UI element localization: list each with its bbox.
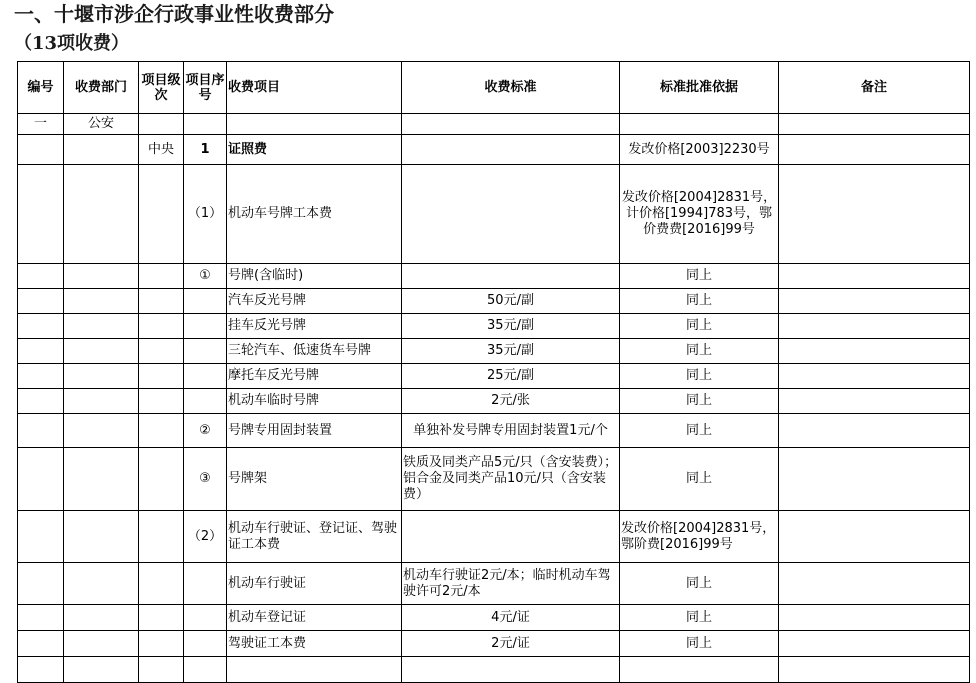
cell-basis: 发改价格[2003]2230号 [620, 135, 779, 165]
cell-standard: 单独补发号牌专用固封装置1元/个 [402, 414, 620, 448]
cell-level [139, 314, 184, 339]
cell-note [779, 114, 970, 135]
cell-id [18, 339, 64, 364]
cell-item [227, 657, 402, 683]
header-seq: 项目序号 [184, 62, 227, 114]
cell-level [139, 631, 184, 657]
cell-item: 驾驶证工本费 [227, 631, 402, 657]
header-level: 项目级次 [139, 62, 184, 114]
cell-id [18, 389, 64, 414]
cell-dept [64, 135, 139, 165]
cell-note [779, 563, 970, 605]
cell-standard [402, 657, 620, 683]
document-title: 一、十堰市涉企行政事业性收费部分 [14, 2, 334, 26]
cell-dept [64, 511, 139, 563]
table-row [18, 414, 970, 448]
cell-note [779, 135, 970, 165]
cell-note [779, 605, 970, 631]
cell-standard: 50元/副 [402, 289, 620, 314]
header-item: 收费项目 [227, 62, 402, 114]
cell-note [779, 165, 970, 264]
cell-id: 一 [18, 114, 64, 135]
cell-note [779, 364, 970, 389]
cell-dept [64, 389, 139, 414]
cell-dept [64, 314, 139, 339]
cell-level [139, 264, 184, 289]
cell-seq: ② [184, 414, 227, 448]
cell-seq [184, 563, 227, 605]
cell-item: 机动车行驶证 [227, 563, 402, 605]
cell-id [18, 135, 64, 165]
cell-basis: 同上 [620, 364, 779, 389]
cell-id [18, 314, 64, 339]
cell-id [18, 289, 64, 314]
table-row [18, 605, 970, 631]
cell-seq [184, 314, 227, 339]
cell-dept [64, 605, 139, 631]
cell-dept [64, 165, 139, 264]
cell-dept [64, 289, 139, 314]
table-row [18, 657, 970, 683]
cell-basis: 同上 [620, 339, 779, 364]
cell-seq [184, 389, 227, 414]
header-id: 编号 [18, 62, 64, 114]
cell-seq: 1 [184, 135, 227, 165]
cell-standard: 35元/副 [402, 339, 620, 364]
cell-id [18, 605, 64, 631]
table-row [18, 389, 970, 414]
table-row [18, 314, 970, 339]
cell-level: 中央 [139, 135, 184, 165]
table-row [18, 511, 970, 563]
cell-dept [64, 631, 139, 657]
cell-item: 号牌专用固封装置 [227, 414, 402, 448]
cell-dept [64, 414, 139, 448]
cell-note [779, 314, 970, 339]
cell-seq [184, 605, 227, 631]
cell-level [139, 339, 184, 364]
table-row [18, 264, 970, 289]
cell-basis: 同上 [620, 631, 779, 657]
cell-level [139, 657, 184, 683]
cell-basis: 同上 [620, 448, 779, 511]
cell-item: 机动车号牌工本费 [227, 165, 402, 264]
cell-item: 号牌(含临时) [227, 264, 402, 289]
cell-seq: （2） [184, 511, 227, 563]
cell-seq [184, 631, 227, 657]
cell-dept: 公安 [64, 114, 139, 135]
cell-id [18, 364, 64, 389]
cell-item: 机动车行驶证、登记证、驾驶证工本费 [227, 511, 402, 563]
cell-dept [64, 657, 139, 683]
cell-level [139, 414, 184, 448]
cell-basis: 同上 [620, 414, 779, 448]
table-row [18, 339, 970, 364]
document-subtitle: （13项收费） [14, 33, 130, 54]
cell-seq: ① [184, 264, 227, 289]
cell-id [18, 631, 64, 657]
cell-dept [64, 264, 139, 289]
cell-id [18, 414, 64, 448]
table-row [18, 289, 970, 314]
cell-note [779, 289, 970, 314]
table-row [18, 165, 970, 264]
table-row [18, 364, 970, 389]
cell-basis: 同上 [620, 563, 779, 605]
fee-table [17, 61, 970, 683]
cell-basis [620, 657, 779, 683]
cell-item [227, 114, 402, 135]
cell-seq [184, 364, 227, 389]
cell-seq [184, 114, 227, 135]
cell-standard [402, 135, 620, 165]
table-row [18, 448, 970, 511]
cell-level [139, 563, 184, 605]
cell-level [139, 165, 184, 264]
cell-id [18, 448, 64, 511]
cell-seq [184, 289, 227, 314]
cell-item: 号牌架 [227, 448, 402, 511]
cell-note [779, 511, 970, 563]
cell-seq [184, 339, 227, 364]
cell-id [18, 264, 64, 289]
table-header-row [18, 62, 970, 114]
cell-level [139, 511, 184, 563]
cell-standard [402, 165, 620, 264]
cell-item: 汽车反光号牌 [227, 289, 402, 314]
cell-item: 三轮汽车、低速货车号牌 [227, 339, 402, 364]
cell-standard [402, 264, 620, 289]
cell-basis: 同上 [620, 289, 779, 314]
cell-seq [184, 657, 227, 683]
cell-dept [64, 364, 139, 389]
cell-standard: 4元/证 [402, 605, 620, 631]
cell-note [779, 448, 970, 511]
cell-basis: 发改价格[2004]2831号，鄂阶费[2016]99号 [620, 511, 779, 563]
table-row [18, 114, 970, 135]
cell-standard [402, 511, 620, 563]
cell-basis: 同上 [620, 389, 779, 414]
cell-item: 机动车登记证 [227, 605, 402, 631]
cell-basis: 同上 [620, 605, 779, 631]
cell-dept [64, 448, 139, 511]
cell-level [139, 389, 184, 414]
cell-id [18, 165, 64, 264]
header-basis: 标准批准依据 [620, 62, 779, 114]
cell-basis [620, 114, 779, 135]
cell-note [779, 339, 970, 364]
table-row [18, 631, 970, 657]
cell-level [139, 114, 184, 135]
cell-level [139, 448, 184, 511]
cell-item: 证照费 [227, 135, 402, 165]
cell-note [779, 414, 970, 448]
table-row [18, 135, 970, 165]
cell-standard: 2元/张 [402, 389, 620, 414]
cell-seq: （1） [184, 165, 227, 264]
cell-standard: 机动车行驶证2元/本；临时机动车驾驶许可2元/本 [402, 563, 620, 605]
cell-basis: 发改价格[2004]2831号，计价格[1994]783号，鄂价费费[2016]99号 [620, 165, 779, 264]
cell-basis: 同上 [620, 264, 779, 289]
cell-standard: 2元/证 [402, 631, 620, 657]
cell-item: 摩托车反光号牌 [227, 364, 402, 389]
cell-note [779, 631, 970, 657]
cell-seq: ③ [184, 448, 227, 511]
header-note: 备注 [779, 62, 970, 114]
header-dept: 收费部门 [64, 62, 139, 114]
cell-level [139, 364, 184, 389]
table-row [18, 563, 970, 605]
cell-level [139, 289, 184, 314]
cell-dept [64, 563, 139, 605]
cell-id [18, 511, 64, 563]
cell-standard: 25元/副 [402, 364, 620, 389]
cell-note [779, 657, 970, 683]
cell-id [18, 563, 64, 605]
cell-item: 机动车临时号牌 [227, 389, 402, 414]
cell-standard: 35元/副 [402, 314, 620, 339]
cell-item: 挂车反光号牌 [227, 314, 402, 339]
cell-dept [64, 339, 139, 364]
header-standard: 收费标准 [402, 62, 620, 114]
cell-level [139, 605, 184, 631]
cell-standard [402, 114, 620, 135]
cell-id [18, 657, 64, 683]
cell-standard: 铁质及同类产品5元/只（含安装费）；铝合金及同类产品10元/只（含安装费） [402, 448, 620, 511]
cell-basis: 同上 [620, 314, 779, 339]
cell-note [779, 389, 970, 414]
cell-note [779, 264, 970, 289]
